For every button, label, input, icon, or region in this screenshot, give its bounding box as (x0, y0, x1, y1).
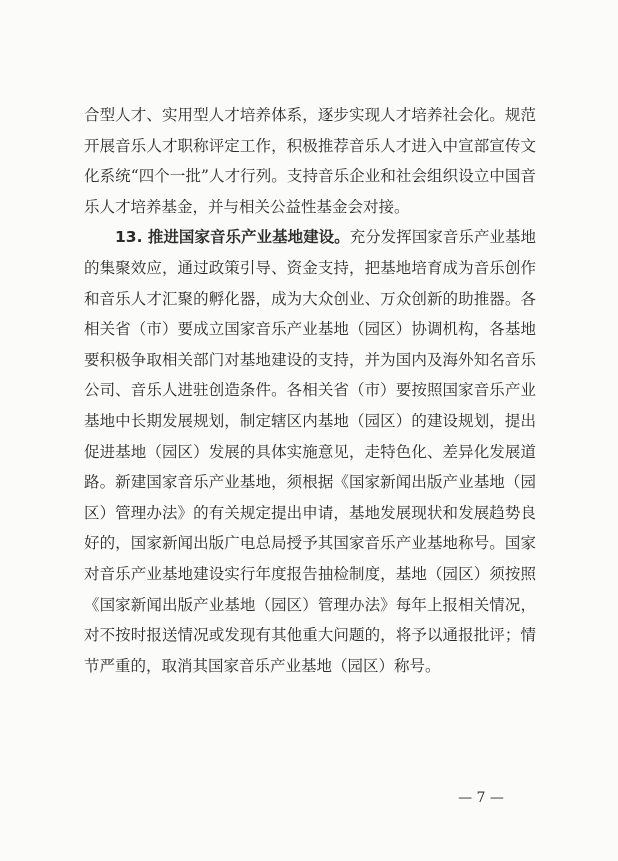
paragraph-music-industry-base (84, 222, 536, 681)
paragraph-body-13: 充分发挥国家音乐产业基地的集聚效应，通过政策引导、资金支持，把基地培育成为音乐创作和音乐人才汇聚的孵化器，成为大众创业、万众创新的助推器。各相关省（市）要成立国家音乐产业基地（园区）协调机构，各基地要积极争取相关部门对基地建设的支持，并为国内及海外知名音乐公司、音乐人进驻创造条件。各相关省（市）要按照国家音乐产业基地中长期发展规划，制定辖区内基地（园区）的建设规划，提出促进基地（园区）发展的具体实施意见，走特色化、差异化发展道路。新建国家音乐产业基地，须根据《国家新闻出版产业基地（园区）管理办法》的有关规定提出申请，基地发展现状和发展趋势良好的，国家新闻出版广电总局授予其国家音乐产业基地称号。国家对音乐产业基地建设实行年度报告抽检制度，基地（园区）须按照《国家新闻出版产业基地（园区）管理办法》每年上报相关情况，对不按时报送情况或发现有其他重大问题的，将予以通报批评；情节严重的，取消其国家音乐产业基地（园区）称号。 (84, 228, 536, 675)
document-body (84, 100, 536, 681)
page-number: — 7 — (458, 790, 504, 806)
section-heading-13: 13. 推进国家音乐产业基地建设。 (115, 228, 350, 247)
paragraph-talent-training: 合型人才、实用型人才培养体系，逐步实现人才培养社会化。规范开展音乐人才职称评定工作，积极推荐音乐人才进入中宣部宣传文化系统“四个一批”人才行列。支持音乐企业和社会组织设立中国音乐人才培养基金，并与相关公益性基金会对接。 (84, 106, 536, 216)
